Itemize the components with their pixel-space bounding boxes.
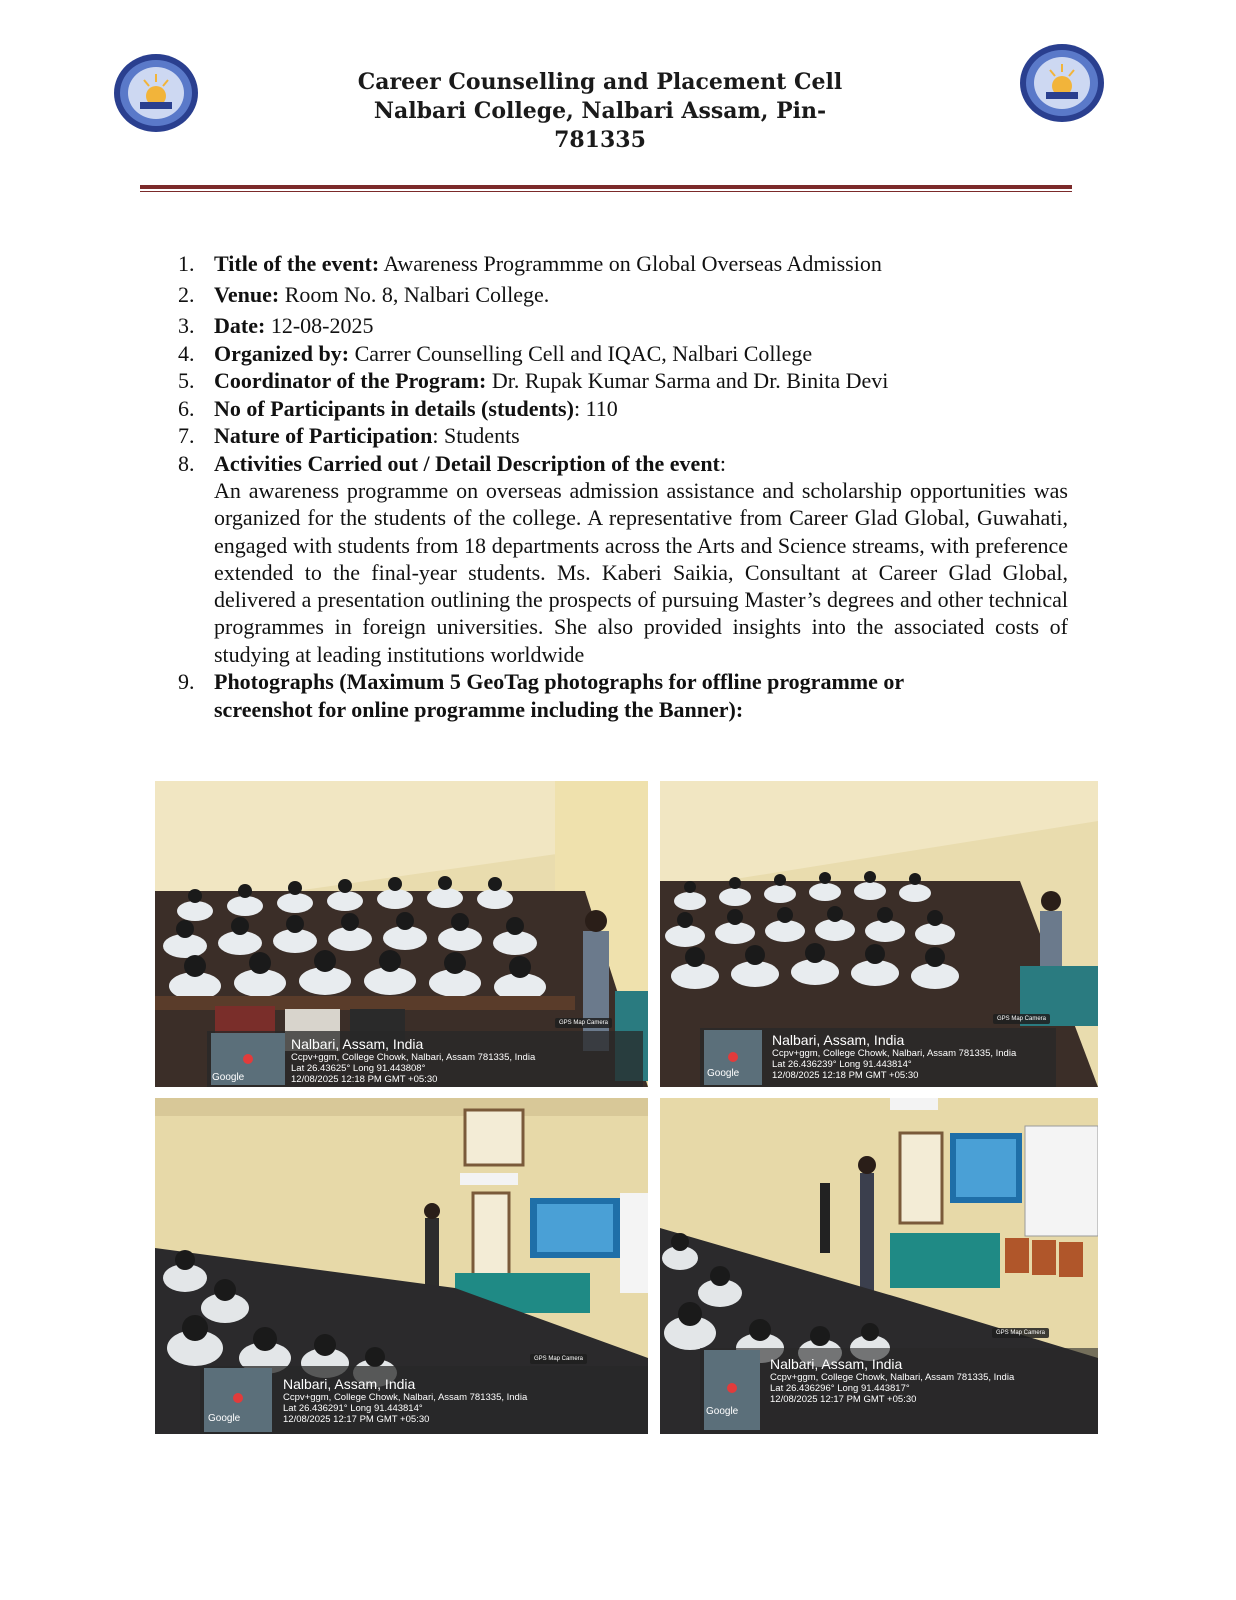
geotag-place: Nalbari, Assam, India [283, 1376, 416, 1392]
item-value: Carrer Counselling Cell and IQAC, Nalbari College [349, 340, 813, 366]
geotag-place: Nalbari, Assam, India [291, 1036, 424, 1052]
item-number: 4. [178, 340, 195, 366]
item-value: Dr. Rupak Kumar Sarma and Dr. Binita Devi [486, 368, 889, 393]
item-number: 2. [178, 281, 195, 307]
header-divider [140, 185, 1072, 189]
item-number: 7. [178, 423, 195, 448]
gps-map-camera-badge: GPS Map Camera [555, 1018, 612, 1028]
gps-map-camera-badge: GPS Map Camera [993, 1014, 1050, 1024]
list-item [178, 340, 1068, 368]
google-watermark: Google [706, 1406, 739, 1417]
item-label: Coordinator of the Program: [214, 368, 487, 393]
college-logo-right [1018, 42, 1106, 124]
item-value: Room No. 8, Nalbari College. [279, 281, 550, 307]
geotag-coordinates: Lat 26.436239° Long 91.443814° [772, 1059, 912, 1070]
google-watermark: Google [707, 1068, 740, 1079]
gps-map-camera-badge: GPS Map Camera [992, 1328, 1049, 1338]
list-item [178, 367, 1068, 395]
geotag-timestamp: 12/08/2025 12:17 PM GMT +05:30 [770, 1394, 917, 1405]
item-label: Organized by: [214, 340, 350, 366]
geotag-coordinates: Lat 26.43625° Long 91.443808° [291, 1063, 426, 1074]
item-value: : [719, 450, 727, 476]
item-value: 12-08-2025 [265, 313, 374, 338]
geotag-overlay [772, 1032, 1016, 1081]
item-label: No of Participants in details (students) [214, 395, 574, 421]
google-watermark: Google [212, 1072, 245, 1083]
geotag-overlay [770, 1356, 1014, 1405]
item-label: Venue: [214, 281, 280, 307]
list-item [178, 422, 1068, 450]
item-label: Nature of Participation [214, 423, 433, 448]
list-item [178, 281, 1068, 309]
item-number: 8. [178, 450, 195, 476]
item-number: 9. [178, 669, 195, 695]
header-line-2: Nalbari College, Nalbari Assam, Pin- [373, 98, 827, 124]
geotag-coordinates: Lat 26.436296° Long 91.443817° [770, 1383, 910, 1394]
item-number: 3. [178, 313, 195, 338]
header-line-3: 781335 [554, 127, 646, 153]
event-description: An awareness programme on overseas admission assistance and scholarship opportunities was organized for the students of the college. A representative from Career Glad Global, Guwahati, engaged with students from 18 departments across the Arts and Science streams, with preference extended to the final-year students. Ms. Kaberi Saikia, Consultant at Career Glad Global, delivered a presentation outlining the prospects of pursuing Master’s degrees and other technical programmes in foreign universities. She also provided insights into the associated costs of studying at leading institutions worldwide [214, 478, 1068, 667]
geotag-overlay [291, 1036, 535, 1085]
item-value: Awareness Programmme on Global Overseas Admission [379, 251, 882, 276]
geotag-place: Nalbari, Assam, India [772, 1032, 905, 1048]
geotag-address: Ccpv+ggm, College Chowk, Nalbari, Assam 781335, India [770, 1372, 1015, 1383]
item-label: Title of the event: [214, 251, 380, 276]
document-header [300, 68, 900, 155]
list-item [178, 668, 1068, 723]
geotag-timestamp: 12/08/2025 12:18 PM GMT +05:30 [291, 1074, 438, 1085]
geotag-timestamp: 12/08/2025 12:18 PM GMT +05:30 [772, 1070, 919, 1081]
geotag-overlay [283, 1376, 527, 1425]
event-photo-4 [660, 1098, 1098, 1434]
geotag-address: Ccpv+ggm, College Chowk, Nalbari, Assam 781335, India [283, 1392, 528, 1403]
item-value: : Students [432, 423, 520, 448]
item-label: Photographs (Maximum 5 GeoTag photographs for offline programme or screenshot for online programme including the Banner): [214, 669, 904, 722]
list-item [178, 450, 1068, 478]
geotag-address: Ccpv+ggm, College Chowk, Nalbari, Assam 781335, India [291, 1052, 536, 1063]
header-line-1: Career Counselling and Placement Cell [357, 69, 843, 95]
google-watermark: Google [208, 1413, 241, 1424]
list-item [178, 312, 1068, 340]
item-number: 6. [178, 395, 195, 421]
item-number: 1. [178, 251, 195, 276]
header-divider-thin [140, 191, 1072, 192]
item-label: Date: [214, 313, 266, 338]
geotag-coordinates: Lat 26.436291° Long 91.443814° [283, 1403, 423, 1414]
list-item [178, 250, 1068, 278]
event-photo-1 [155, 781, 648, 1087]
event-photo-3 [155, 1098, 648, 1434]
item-number: 5. [178, 368, 195, 393]
list-item [178, 395, 1068, 423]
geotag-place: Nalbari, Assam, India [770, 1356, 903, 1372]
event-details-list [178, 250, 1068, 723]
item-label: Activities Carried out / Detail Description of the event [214, 450, 720, 476]
item-value: : 110 [573, 395, 618, 421]
event-photo-2 [660, 781, 1098, 1087]
geotag-address: Ccpv+ggm, College Chowk, Nalbari, Assam 781335, India [772, 1048, 1017, 1059]
gps-map-camera-badge: GPS Map Camera [530, 1354, 587, 1364]
college-logo-left [112, 52, 200, 134]
geotag-timestamp: 12/08/2025 12:17 PM GMT +05:30 [283, 1414, 430, 1425]
